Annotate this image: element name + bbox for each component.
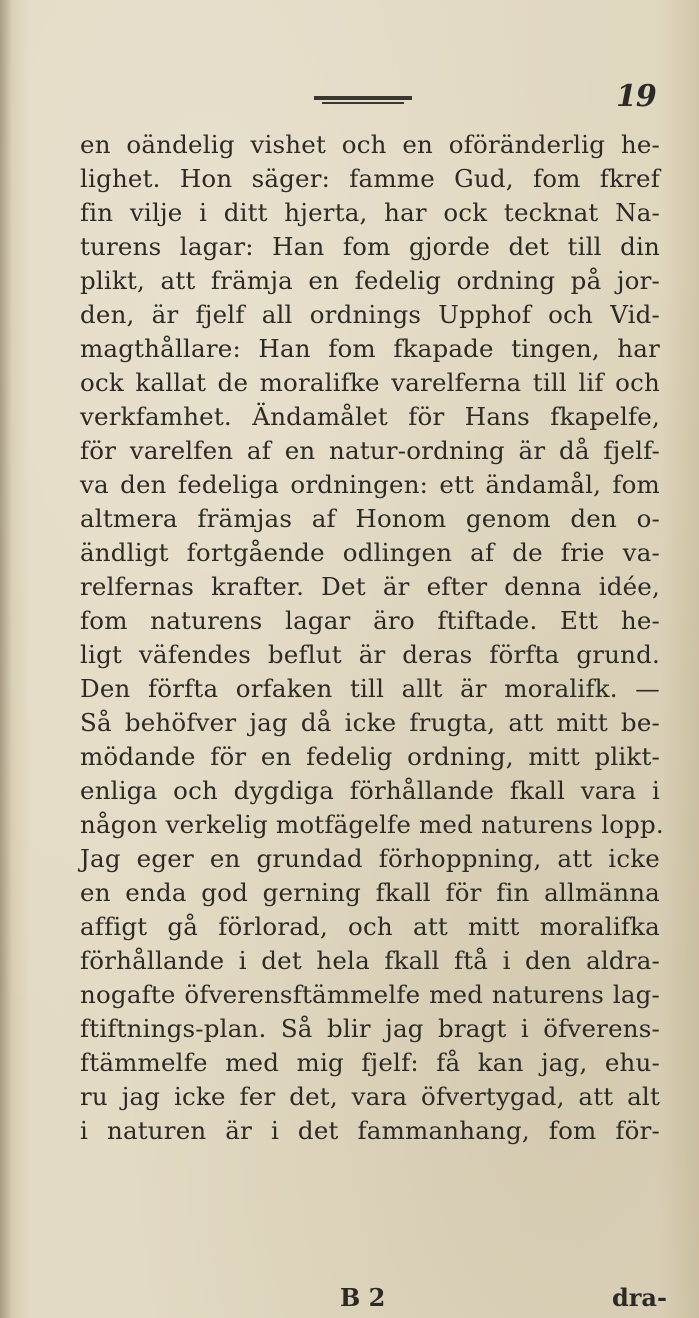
text-line: den, är fjelf all ordnings Upphof och Vid- [80,300,660,329]
catchword: dra- [612,1283,667,1312]
text-line: fin vilje i ditt hjerta, har ock tecknat Na- [80,198,660,227]
text-line: va den fedeliga ordningen: ett ändamål, fom [80,470,660,499]
text-line: enliga och dygdiga förhållande fkall vara i [80,776,660,805]
text-line: förhållande i det hela fkall ftå i den aldra- [80,946,660,975]
text-line: affigt gå förlorad, och att mitt moralifka [80,912,660,941]
text-line: för varelfen af en natur-ordning är då fjelf- [80,436,660,465]
text-line: ftiftnings-plan. Så blir jag bragt i öfverens- [80,1014,660,1043]
text-line: ligt väfendes beflut är deras förfta grund. [80,640,660,669]
page-number: 19 [616,79,656,114]
text-line: turens lagar: Han fom gjorde det till din [80,232,660,261]
text-line: plikt, att främja en fedelig ordning på jor- [80,266,660,295]
text-line: en oändelig vishet och en oföränderlig he- [80,130,660,159]
text-line: någon verkelig motfägelfe med naturens lopp. [80,810,664,839]
text-line: fom naturens lagar äro ftiftade. Ett he- [80,606,660,635]
text-line: verkfamhet. Ändamålet för Hans fkapelfe, [80,402,660,431]
text-line: en enda god gerning fkall för fin allmänna [80,878,660,907]
text-line: lighet. Hon säger: famme Gud, fom fkref [80,164,660,193]
text-line: relfernas krafter. Det är efter denna idée, [80,572,660,601]
text-line: altmera främjas af Honom genom den o- [80,504,660,533]
body-text [80,128,664,1148]
text-line: ru jag icke fer det, vara öfvertygad, att alt [80,1082,660,1111]
header-rule-ornament [314,96,412,106]
text-line: ändligt fortgående odlingen af de frie va- [80,538,660,567]
text-line: ock kallat de moralifke varelferna till lif och [80,368,660,397]
text-line: mödande för en fedelig ordning, mitt plikt- [80,742,660,771]
page-binding-shadow [0,0,12,1318]
text-line: Jag eger en grundad förhoppning, att icke [80,844,660,873]
text-line: Så behöfver jag då icke frugta, att mitt be- [80,708,660,737]
text-line: Den förfta orfaken till allt är moralifk. — [80,674,660,703]
text-line: ftämmelfe med mig fjelf: få kan jag, ehu- [80,1048,660,1077]
signature-mark: B 2 [340,1283,386,1312]
text-line: i naturen är i det fammanhang, fom för- [80,1116,660,1145]
text-line: nogafte öfverensftämmelfe med naturens lag- [80,980,660,1009]
text-line: magthållare: Han fom fkapade tingen, har [80,334,660,363]
